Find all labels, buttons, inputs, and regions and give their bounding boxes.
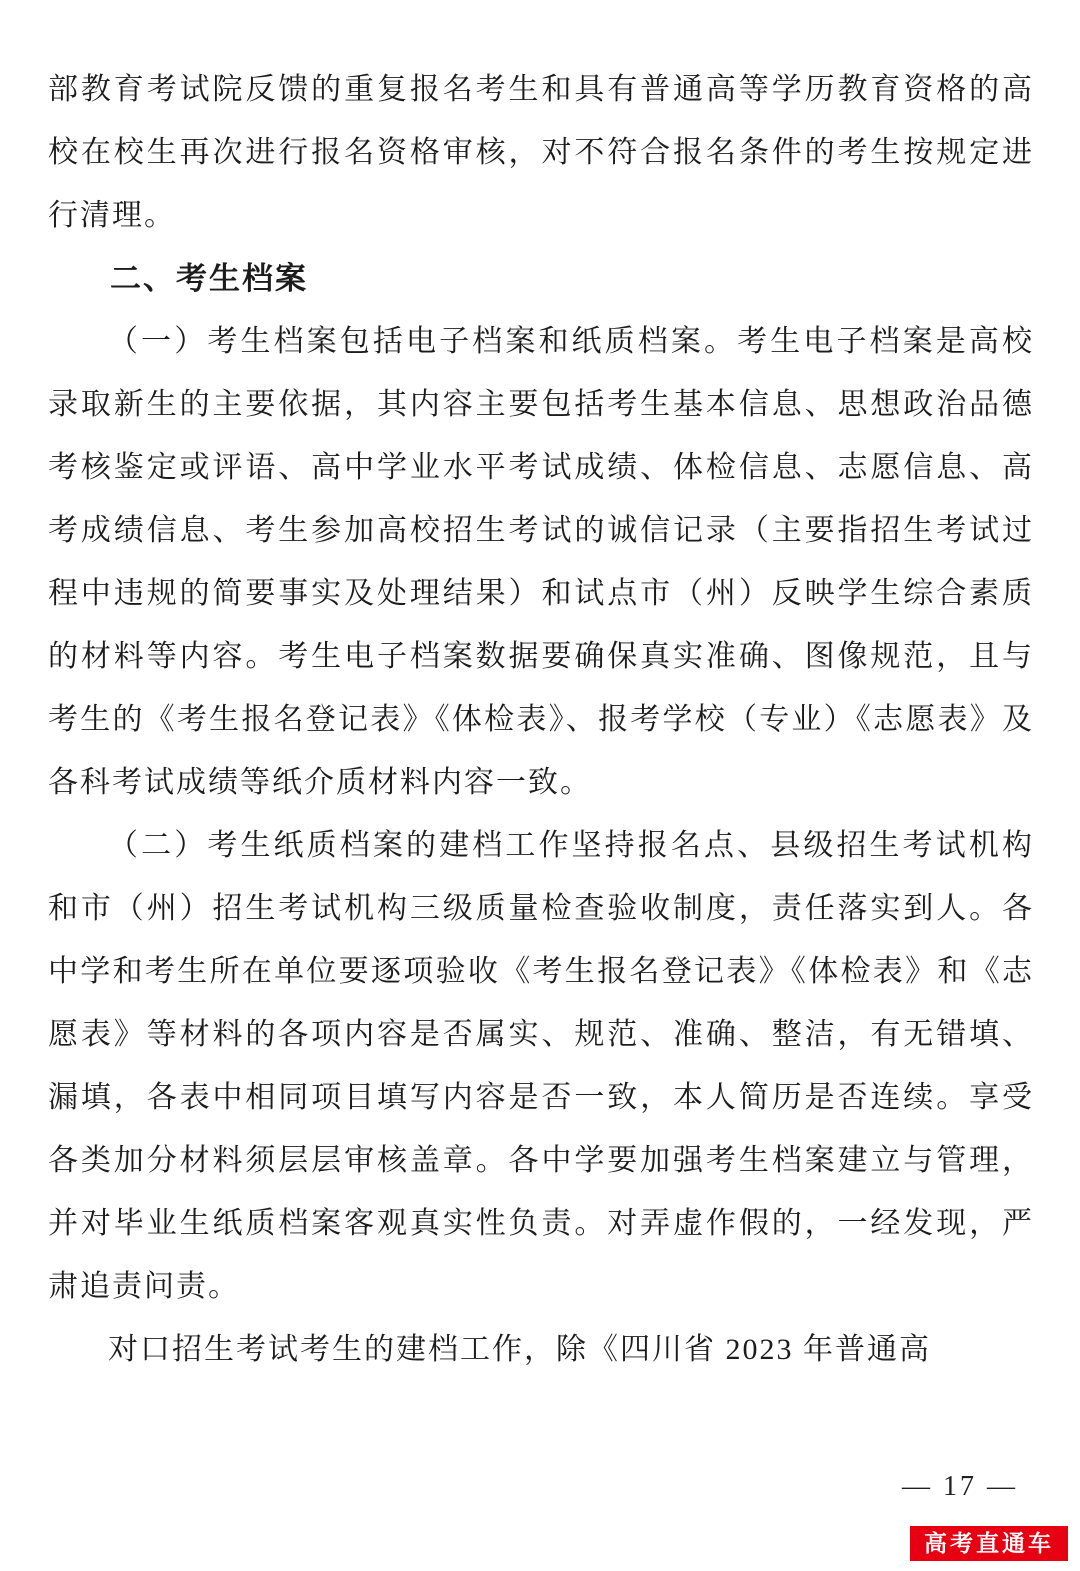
- paragraph-2: （二）考生纸质档案的建档工作坚持报名点、县级招生考试机构和市（州）招生考试机构三级质量检查验收制度，责任落实到人。各中学和考生所在单位要逐项验收《考生报名登记表》《体检表》和《志愿表》等材料的各项内容是否属实、规范、准确、整洁，有无错填、漏填，各表中相同项目填写内容是否一致，本人简历是否连续。享受各类加分材料须层层审核盖章。各中学要加强考生档案建立与管理，并对毕业生纸质档案客观真实性负责。对弄虚作假的，一经发现，严肃追责问责。: [48, 829, 1034, 1303]
- watermark-badge: 高考直通车: [910, 1526, 1068, 1561]
- section-heading: 二、考生档案: [110, 261, 308, 296]
- page-footer: [902, 1471, 1018, 1503]
- paragraph-3: 对口招生考试考生的建档工作，除《四川省 2023 年普通高: [108, 1333, 931, 1366]
- page-number: — 17 —: [902, 1471, 1018, 1502]
- document-body: [48, 58, 1034, 1381]
- paragraph-1: （一）考生档案包括电子档案和纸质档案。考生电子档案是高校录取新生的主要依据，其内容主要包括考生基本信息、思想政治品德考核鉴定或评语、高中学业水平考试成绩、体检信息、志愿信息、高考成绩信息、考生参加高校招生考试的诚信记录（主要指招生考试过程中违规的简要事实及处理结果）和试点市（州）反映学生综合素质的材料等内容。考生电子档案数据要确保真实准确、图像规范，且与考生的《考生报名登记表》《体检表》、报考学校（专业）《志愿表》及各科考试成绩等纸介质材料内容一致。: [48, 325, 1034, 799]
- paragraph-continuation: 部教育考试院反馈的重复报名考生和具有普通高等学历教育资格的高校在校生再次进行报名资格审核，对不符合报名条件的考生按规定进行清理。: [48, 73, 1034, 232]
